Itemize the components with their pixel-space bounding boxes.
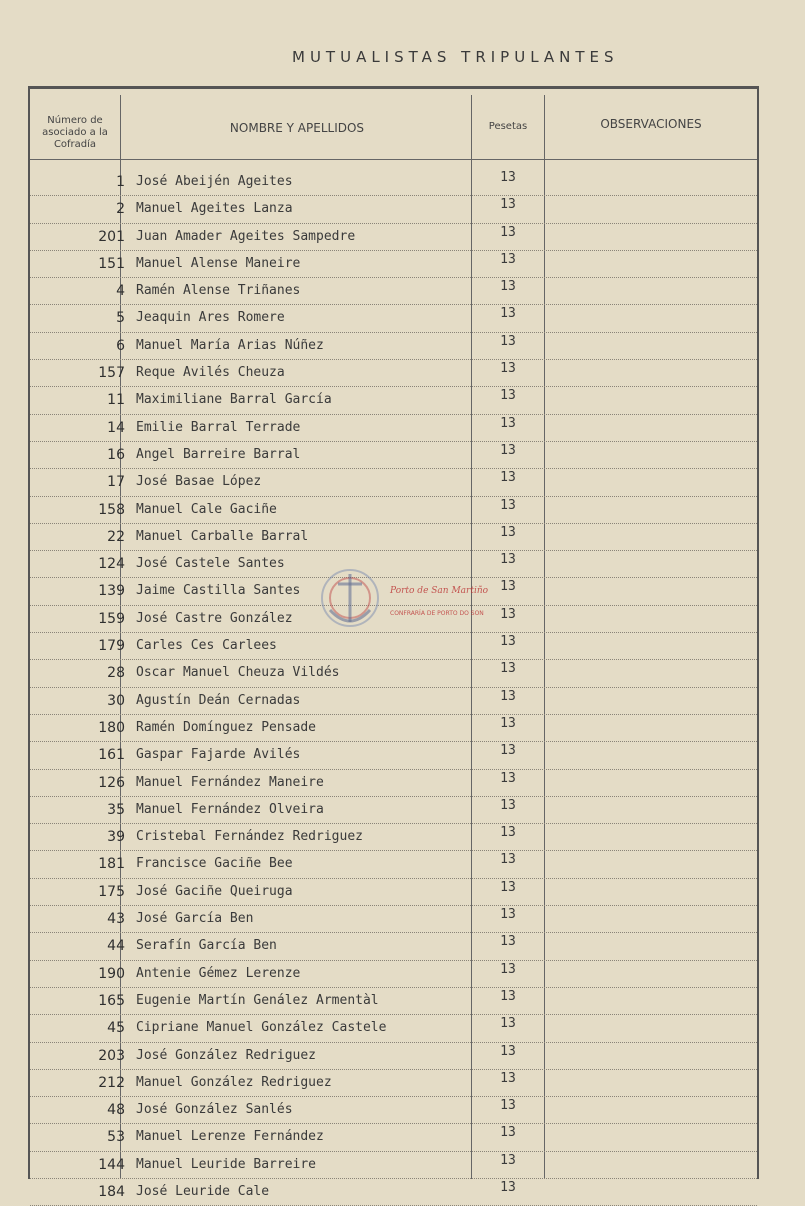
pesetas-value: 13 <box>500 1043 516 1059</box>
pesetas-value: 13 <box>500 333 516 349</box>
member-name: Gaspar Fajarde Avilés <box>136 747 301 763</box>
table-row <box>30 906 757 933</box>
member-name: Manuel Fernández Olveira <box>136 801 324 817</box>
member-number: 53 <box>107 1129 125 1146</box>
member-number: 43 <box>107 911 125 928</box>
member-name: Manuel Carballe Barral <box>136 528 309 544</box>
pesetas-value: 13 <box>500 606 516 622</box>
member-number: 151 <box>98 255 125 272</box>
member-name: Manuel Leuride Barreire <box>136 1156 317 1172</box>
table-row <box>30 715 757 742</box>
pesetas-value: 13 <box>500 688 516 704</box>
member-number: 39 <box>107 829 125 846</box>
table-row <box>30 988 757 1015</box>
table-row <box>30 224 757 251</box>
pesetas-value: 13 <box>500 879 516 895</box>
table-row <box>30 1097 757 1124</box>
member-number: 124 <box>98 556 125 573</box>
pesetas-value: 13 <box>500 1179 516 1195</box>
member-number: 139 <box>98 583 125 600</box>
table-row <box>30 278 757 305</box>
member-number: 35 <box>107 801 125 818</box>
pesetas-value: 13 <box>500 415 516 431</box>
member-name: Oscar Manuel Cheuza Vildés <box>136 665 340 681</box>
table-row <box>30 824 757 851</box>
page-title: MUTUALISTAS TRIPULANTES <box>292 48 619 66</box>
member-name: Ramén Alense Triñanes <box>136 283 301 299</box>
member-name: José Leuride Cale <box>136 1183 270 1199</box>
member-number: 165 <box>98 992 125 1009</box>
member-name: Manuel González Redriguez <box>136 1074 332 1090</box>
member-number: 45 <box>107 1020 125 1037</box>
member-name: Manuel Cale Gaciñe <box>136 501 277 517</box>
member-name: Carles Ces Carlees <box>136 638 277 654</box>
member-name: Manuel Lerenze Fernández <box>136 1129 324 1145</box>
pesetas-value: 13 <box>500 224 516 240</box>
member-name: Manuel Ageites Lanza <box>136 201 293 217</box>
anchor-icon <box>312 560 392 640</box>
table-body <box>30 169 757 1206</box>
pesetas-value: 13 <box>500 442 516 458</box>
table-row <box>30 1124 757 1151</box>
member-name: Agustín Deán Cernadas <box>136 692 301 708</box>
table-row <box>30 688 757 715</box>
table-row <box>30 742 757 769</box>
member-number: 158 <box>98 501 125 518</box>
member-number: 44 <box>107 938 125 955</box>
table-row <box>30 797 757 824</box>
table-row <box>30 933 757 960</box>
member-number: 161 <box>98 747 125 764</box>
member-number: 6 <box>116 337 125 354</box>
pesetas-value: 13 <box>500 661 516 677</box>
table-row <box>30 469 757 496</box>
header-name: NOMBRE Y APELLIDOS <box>229 121 365 135</box>
table-row <box>30 251 757 278</box>
member-number: 203 <box>98 1047 125 1064</box>
member-name: Ramén Domínguez Pensade <box>136 719 317 735</box>
pesetas-value: 13 <box>500 497 516 513</box>
member-name: José Castele Santes <box>136 556 285 572</box>
table-row <box>30 770 757 797</box>
table-row <box>30 442 757 469</box>
member-number: 14 <box>107 419 125 436</box>
table-row <box>30 196 757 223</box>
table-row <box>30 360 757 387</box>
member-number: 190 <box>98 965 125 982</box>
member-number: 2 <box>116 201 125 218</box>
pesetas-value: 13 <box>500 988 516 1004</box>
pesetas-value: 13 <box>500 524 516 540</box>
pesetas-value: 13 <box>500 852 516 868</box>
member-name: Maximiliane Barral García <box>136 392 332 408</box>
pesetas-value: 13 <box>500 1152 516 1168</box>
member-name: Jaime Castilla Santes <box>136 583 301 599</box>
member-name: Manuel Alense Maneire <box>136 255 301 271</box>
member-name: Eugenie Martín Genález Armentàl <box>136 992 379 1008</box>
table-row <box>30 305 757 332</box>
member-number: 144 <box>98 1156 125 1173</box>
member-name: Cristebal Fernández Redriguez <box>136 829 363 845</box>
table-row <box>30 961 757 988</box>
member-number: 17 <box>107 474 125 491</box>
member-number: 48 <box>107 1102 125 1119</box>
pesetas-value: 13 <box>500 306 516 322</box>
member-number: 212 <box>98 1074 125 1091</box>
member-number: 4 <box>116 283 125 300</box>
member-name: Serafín García Ben <box>136 938 277 954</box>
member-name: José Castre González <box>136 610 293 626</box>
pesetas-value: 13 <box>500 934 516 950</box>
header-divider <box>30 159 757 160</box>
member-number: 5 <box>116 310 125 327</box>
pesetas-value: 13 <box>500 279 516 295</box>
member-number: 30 <box>107 692 125 709</box>
pesetas-value: 13 <box>500 907 516 923</box>
table-row <box>30 879 757 906</box>
pesetas-value: 13 <box>500 743 516 759</box>
pesetas-value: 13 <box>500 361 516 377</box>
table-row <box>30 333 757 360</box>
member-name: Francisce Gaciñe Bee <box>136 856 293 872</box>
member-name: Angel Barreire Barral <box>136 446 301 462</box>
member-number: 159 <box>98 610 125 627</box>
member-number: 184 <box>98 1183 125 1200</box>
member-name: Manuel Fernández Maneire <box>136 774 324 790</box>
pesetas-value: 13 <box>500 1016 516 1032</box>
pesetas-value: 13 <box>500 634 516 650</box>
pesetas-value: 13 <box>500 961 516 977</box>
table-row <box>30 524 757 551</box>
member-number: 179 <box>98 638 125 655</box>
pesetas-value: 13 <box>500 1098 516 1114</box>
seal-stamp <box>312 560 512 640</box>
member-number: 28 <box>107 665 125 682</box>
table-row <box>30 169 757 196</box>
pesetas-value: 13 <box>500 251 516 267</box>
member-name: Juan Amader Ageites Sampedre <box>136 228 356 244</box>
table-row <box>30 1179 757 1206</box>
pesetas-value: 13 <box>500 170 516 185</box>
pesetas-value: 13 <box>500 552 516 568</box>
table-row <box>30 497 757 524</box>
table-row <box>30 1043 757 1070</box>
member-name: José García Ben <box>136 911 254 927</box>
member-number: 126 <box>98 774 125 791</box>
table-row <box>30 387 757 414</box>
member-number: 157 <box>98 365 125 382</box>
pesetas-value: 13 <box>500 797 516 813</box>
pesetas-value: 13 <box>500 388 516 404</box>
member-number: 1 <box>116 174 125 190</box>
pesetas-value: 13 <box>500 197 516 213</box>
table-row <box>30 851 757 878</box>
table-row <box>30 1152 757 1179</box>
member-number: 180 <box>98 719 125 736</box>
member-name: José Gaciñe Queiruga <box>136 883 293 899</box>
member-number: 181 <box>98 856 125 873</box>
pesetas-value: 13 <box>500 825 516 841</box>
pesetas-value: 13 <box>500 770 516 786</box>
member-name: José González Redriguez <box>136 1047 317 1063</box>
pesetas-value: 13 <box>500 1070 516 1086</box>
member-number: 201 <box>98 228 125 245</box>
member-name: Reque Avilés Cheuza <box>136 365 285 381</box>
header-observations: OBSERVACIONES <box>600 117 702 131</box>
header-pesetas: Pesetas <box>488 121 528 132</box>
stamp-text: Porto de San Martiño <box>390 586 489 596</box>
member-name: Antenie Gémez Lerenze <box>136 965 301 981</box>
member-name: José Basae López <box>136 474 262 490</box>
member-name: Manuel María Arias Núñez <box>136 337 324 353</box>
pesetas-value: 13 <box>500 715 516 731</box>
table-row <box>30 1070 757 1097</box>
pesetas-value: 13 <box>500 579 516 595</box>
member-name: José Abeijén Ageites <box>136 174 293 189</box>
member-number: 175 <box>98 883 125 900</box>
pesetas-value: 13 <box>500 1125 516 1141</box>
pesetas-value: 13 <box>500 470 516 486</box>
member-name: Emilie Barral Terrade <box>136 419 301 435</box>
member-number: 22 <box>107 528 125 545</box>
member-number: 16 <box>107 446 125 463</box>
member-name: Cipriane Manuel González Castele <box>136 1020 387 1036</box>
member-name: Jeaquin Ares Romere <box>136 310 285 326</box>
member-name: José González Sanlés <box>136 1102 293 1118</box>
table-row <box>30 415 757 442</box>
header-number: Número de asociado a la Cofradía <box>42 115 108 150</box>
table-row <box>30 660 757 687</box>
member-number: 11 <box>107 392 125 409</box>
stamp-subtext: CONFRARÍA DE PORTO DO SON <box>390 610 484 617</box>
table-row <box>30 1015 757 1042</box>
